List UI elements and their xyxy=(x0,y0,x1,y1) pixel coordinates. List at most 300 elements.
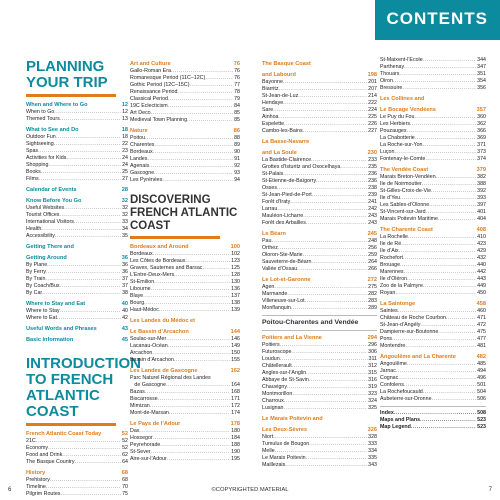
toc-entry[interactable] xyxy=(262,86,377,93)
toc-entry[interactable] xyxy=(262,266,377,273)
toc-heading-label: Les Deux-Sèvres xyxy=(262,427,308,433)
toc-entry[interactable] xyxy=(262,259,377,266)
toc-entry-label: Angoulême xyxy=(380,361,407,367)
toc-section-heading[interactable] xyxy=(262,231,377,238)
toc-entry-page: 180 xyxy=(231,428,240,434)
toc-leader-dots xyxy=(284,121,367,128)
toc-entry[interactable] xyxy=(130,456,240,463)
toc-entry[interactable] xyxy=(130,293,240,300)
toc-section-heading[interactable] xyxy=(262,150,377,157)
toc-leader-dots xyxy=(162,177,233,184)
toc-entry[interactable] xyxy=(380,202,486,209)
toc-entry[interactable] xyxy=(26,219,128,226)
toc-entry-label: Gothic Period (12C–15C) xyxy=(130,82,190,88)
toc-section-heading[interactable] xyxy=(262,416,377,423)
toc-entry-page: 319 xyxy=(368,384,377,390)
toc-section-heading[interactable] xyxy=(26,102,128,109)
toc-entry[interactable] xyxy=(262,342,377,349)
toc-entry[interactable] xyxy=(380,276,486,283)
toc-section-heading[interactable] xyxy=(26,470,128,477)
toc-entry-label: Les Côtes de Bordeaux xyxy=(130,258,186,264)
toc-entry-page: 504 xyxy=(477,389,486,395)
toc-entry[interactable] xyxy=(380,174,486,181)
toc-entry[interactable] xyxy=(130,142,240,149)
toc-entry[interactable] xyxy=(380,290,486,297)
toc-entry[interactable] xyxy=(262,192,377,199)
toc-entry[interactable] xyxy=(130,343,240,350)
toc-entry-page: 393 xyxy=(477,195,486,201)
toc-entry[interactable] xyxy=(380,368,486,375)
toc-leader-dots xyxy=(284,398,367,405)
toc-entry[interactable] xyxy=(130,428,240,435)
toc-entry[interactable] xyxy=(130,442,240,449)
toc-section-heading[interactable] xyxy=(262,72,377,79)
toc-section-heading[interactable] xyxy=(380,301,486,308)
toc-entry[interactable] xyxy=(262,377,377,384)
toc-entry[interactable] xyxy=(130,110,240,117)
toc-entry[interactable] xyxy=(26,290,128,297)
toc-section-heading[interactable] xyxy=(26,187,128,194)
toc-leader-dots xyxy=(274,284,367,291)
toc-entry-label: When to Go xyxy=(26,109,55,115)
toc-entry[interactable] xyxy=(262,356,377,363)
toc-section-heading[interactable] xyxy=(26,244,128,251)
toc-entry[interactable] xyxy=(380,195,486,202)
toc-entry[interactable] xyxy=(262,93,377,100)
toc-leader-dots xyxy=(291,349,367,356)
toc-entry[interactable] xyxy=(130,375,240,382)
toc-leader-dots xyxy=(60,116,121,123)
toc-entry[interactable] xyxy=(262,434,377,441)
toc-entry[interactable] xyxy=(262,157,377,164)
toc-section-heading[interactable] xyxy=(262,335,377,342)
toc-entry-page: 347 xyxy=(477,64,486,70)
toc-section-heading[interactable] xyxy=(130,318,240,325)
toc-entry[interactable] xyxy=(262,405,377,412)
toc-entry[interactable] xyxy=(380,262,486,269)
toc-heading-label: Le Pays de l’Adour xyxy=(130,421,181,427)
toc-leader-dots xyxy=(74,219,121,226)
toc-leader-dots xyxy=(398,308,476,315)
toc-entry-page: 139 xyxy=(231,307,240,313)
toc-leader-dots xyxy=(283,171,367,178)
toc-entry[interactable] xyxy=(26,269,128,276)
toc-entry[interactable] xyxy=(26,155,128,162)
toc-entry[interactable] xyxy=(380,78,486,85)
toc-leader-dots xyxy=(414,114,476,121)
toc-entry[interactable] xyxy=(262,121,377,128)
toc-entry-label: Haut-Médoc xyxy=(130,307,159,313)
toc-entry[interactable] xyxy=(262,462,377,469)
toc-entry[interactable] xyxy=(380,417,486,424)
toc-entry[interactable] xyxy=(26,176,128,183)
toc-section-heading[interactable] xyxy=(26,127,128,134)
toc-entry[interactable] xyxy=(26,452,128,459)
copyright-notice: ©COPYRIGHTED MATERIAL xyxy=(211,487,289,493)
toc-entry-page: 64 xyxy=(122,459,128,465)
toc-entry-label: Angles-sur-l’Anglin xyxy=(262,370,307,376)
toc-entry-label: Forêt d’Iraty xyxy=(262,199,291,205)
toc-leader-dots xyxy=(151,449,231,456)
toc-section-heading[interactable] xyxy=(130,421,240,428)
toc-entry-page: 325 xyxy=(368,405,377,411)
toc-heading-label: Calendar of Events xyxy=(26,187,77,193)
toc-entry[interactable] xyxy=(26,162,128,169)
toc-entry[interactable] xyxy=(130,117,240,124)
toc-leader-dots xyxy=(150,403,230,410)
toc-section-heading[interactable] xyxy=(26,198,128,205)
toc-entry[interactable] xyxy=(262,455,377,462)
toc-entry[interactable] xyxy=(262,448,377,455)
toc-section-heading[interactable] xyxy=(130,329,240,336)
toc-leader-dots xyxy=(166,336,230,343)
toc-entry[interactable] xyxy=(130,382,240,389)
toc-entry[interactable] xyxy=(262,391,377,398)
toc-entry-page: 93 xyxy=(234,170,240,176)
toc-leader-dots xyxy=(75,459,122,466)
toc-leader-dots xyxy=(36,438,121,445)
toc-entry-label: Larrau xyxy=(262,206,278,212)
toc-entry[interactable] xyxy=(26,445,128,452)
toc-entry[interactable] xyxy=(380,114,486,121)
toc-entry[interactable] xyxy=(130,286,240,293)
toc-entry[interactable] xyxy=(262,291,377,298)
toc-heading-label: Where to Stay and Eat xyxy=(26,301,86,307)
toc-leader-dots xyxy=(154,142,233,149)
toc-entry[interactable] xyxy=(380,361,486,368)
toc-entry-page: 125 xyxy=(231,265,240,271)
toc-section-heading[interactable] xyxy=(26,431,128,438)
toc-leader-dots xyxy=(149,163,233,170)
toc-entry-label: Abbaye de St-Savin xyxy=(262,377,309,383)
toc-entry[interactable] xyxy=(380,57,486,64)
toc-entry[interactable] xyxy=(262,305,377,312)
toc-entry-label: Sauveterre-de-Béarn xyxy=(262,259,312,265)
toc-entry-page: 123 xyxy=(231,258,240,264)
toc-entry-label: St-Jean-d’Angély xyxy=(380,322,421,328)
toc-entry[interactable] xyxy=(130,272,240,279)
toc-leader-dots xyxy=(189,82,233,89)
toc-section-heading[interactable] xyxy=(130,244,240,251)
toc-entry[interactable] xyxy=(380,424,486,431)
toc-leader-dots xyxy=(420,417,476,424)
toc-leader-dots xyxy=(64,205,121,212)
toc-entry[interactable] xyxy=(26,438,128,445)
toc-heading-page: 458 xyxy=(476,301,486,307)
toc-entry-page: 52 xyxy=(122,445,128,451)
toc-entry[interactable] xyxy=(26,262,128,269)
toc-entry-page: 24 xyxy=(122,155,128,161)
toc-entry[interactable] xyxy=(380,209,486,216)
toc-entry[interactable] xyxy=(380,121,486,128)
toc-entry-label: By Train xyxy=(26,276,46,282)
toc-entry-page: 283 xyxy=(368,298,377,304)
toc-section-heading[interactable] xyxy=(262,61,377,68)
toc-entry-label: Lusignan xyxy=(262,405,284,411)
toc-entry[interactable] xyxy=(26,477,128,484)
toc-entry[interactable] xyxy=(380,241,486,248)
toc-section-heading[interactable] xyxy=(130,61,240,68)
toc-entry[interactable] xyxy=(380,343,486,350)
toc-entry-page: 88 xyxy=(234,135,240,141)
toc-entry[interactable] xyxy=(262,164,377,171)
toc-entry-label: L’Entre-Deux-Mers xyxy=(130,272,175,278)
toc-leader-dots xyxy=(153,435,230,442)
toc-section-heading[interactable] xyxy=(26,337,128,344)
toc-entry[interactable] xyxy=(26,283,128,290)
toc-entry-page: 275 xyxy=(368,284,377,290)
toc-entry[interactable] xyxy=(380,64,486,71)
toc-entry[interactable] xyxy=(262,100,377,107)
toc-entry[interactable] xyxy=(262,384,377,391)
toc-entry[interactable] xyxy=(380,269,486,276)
toc-entry-page: 128 xyxy=(231,272,240,278)
toc-entry[interactable] xyxy=(380,71,486,78)
toc-entry[interactable] xyxy=(26,212,128,219)
toc-entry-label: Art Deco xyxy=(130,110,151,116)
toc-section-heading[interactable] xyxy=(262,427,377,434)
toc-entry[interactable] xyxy=(262,370,377,377)
toc-entry[interactable] xyxy=(130,163,240,170)
section-title: INTRODUCTION TO FRENCH ATLANTIC COAST xyxy=(26,355,141,420)
toc-leader-dots xyxy=(398,375,476,382)
toc-entry[interactable] xyxy=(130,68,240,75)
toc-entry[interactable] xyxy=(26,169,128,176)
toc-entry[interactable] xyxy=(380,315,486,322)
toc-entry-page: 23 xyxy=(122,148,128,154)
toc-entry[interactable] xyxy=(380,142,486,149)
toc-entry-page: 239 xyxy=(368,192,377,198)
toc-entry-page: 13 xyxy=(122,116,128,122)
toc-entry[interactable] xyxy=(262,79,377,86)
toc-heading-label: Poitiers and La Vienne xyxy=(262,335,322,341)
toc-entry[interactable] xyxy=(130,135,240,142)
toc-entry[interactable] xyxy=(380,156,486,163)
toc-leader-dots xyxy=(144,300,230,307)
toc-entry[interactable] xyxy=(130,279,240,286)
toc-entry-page: 68 xyxy=(122,477,128,483)
title-underline-bar xyxy=(26,423,116,426)
toc-entry-page: 32 xyxy=(122,205,128,211)
toc-entry-label: Vallée d’Ossau xyxy=(262,266,298,272)
toc-section-heading[interactable] xyxy=(262,139,377,146)
toc-section-heading[interactable] xyxy=(380,96,486,103)
toc-leader-dots xyxy=(278,86,367,93)
toc-entry[interactable] xyxy=(26,276,128,283)
toc-entry[interactable] xyxy=(130,89,240,96)
toc-leader-dots xyxy=(169,410,230,417)
toc-entry[interactable] xyxy=(130,389,240,396)
toc-entry[interactable] xyxy=(262,171,377,178)
toc-entry-label: Marmande xyxy=(262,291,288,297)
toc-entry[interactable] xyxy=(380,135,486,142)
toc-entry[interactable] xyxy=(262,363,377,370)
toc-entry[interactable] xyxy=(130,265,240,272)
toc-leader-dots xyxy=(423,57,476,64)
toc-entry[interactable] xyxy=(130,177,240,184)
toc-entry[interactable] xyxy=(130,350,240,357)
toc-section-heading[interactable] xyxy=(380,107,486,114)
toc-entry-page: 366 xyxy=(477,128,486,134)
toc-entry-label: Île d’Yeu xyxy=(380,195,401,201)
toc-entry[interactable] xyxy=(130,357,240,364)
toc-entry[interactable] xyxy=(262,252,377,259)
toc-leader-dots xyxy=(438,216,476,223)
toc-entry-page: 36 xyxy=(122,262,128,268)
toc-section-heading[interactable] xyxy=(26,326,128,333)
toc-entry[interactable] xyxy=(262,206,377,213)
toc-entry[interactable] xyxy=(380,283,486,290)
toc-entry-page: 35 xyxy=(122,233,128,239)
toc-entry-label: Forêt des Arbailles xyxy=(262,220,306,226)
toc-leader-dots xyxy=(395,290,476,297)
toc-entry-label: St-Sever xyxy=(130,449,151,455)
toc-column-2 xyxy=(130,57,240,463)
toc-entry[interactable] xyxy=(130,435,240,442)
toc-leader-dots xyxy=(54,109,121,116)
toc-leader-dots xyxy=(292,363,367,370)
toc-entry[interactable] xyxy=(380,181,486,188)
toc-entry[interactable] xyxy=(262,398,377,405)
toc-entry-label: Accessibility xyxy=(26,233,55,239)
toc-leader-dots xyxy=(153,149,233,156)
divider xyxy=(380,406,486,407)
toc-entry[interactable] xyxy=(130,170,240,177)
toc-entry[interactable] xyxy=(130,251,240,258)
toc-column-3 xyxy=(262,57,377,469)
toc-entry-page: 24 xyxy=(122,162,128,168)
toc-entry-page: 266 xyxy=(368,266,377,272)
toc-entry[interactable] xyxy=(380,216,486,223)
toc-leader-dots xyxy=(158,396,230,403)
toc-entry[interactable] xyxy=(130,103,240,110)
toc-entry[interactable] xyxy=(130,396,240,403)
toc-entry[interactable] xyxy=(262,238,377,245)
toc-leader-dots xyxy=(431,188,476,195)
toc-entry[interactable] xyxy=(130,336,240,343)
toc-entry-page: 289 xyxy=(368,305,377,311)
toc-entry[interactable] xyxy=(262,245,377,252)
toc-entry[interactable] xyxy=(26,315,128,322)
toc-entry[interactable] xyxy=(380,308,486,315)
toc-entry[interactable] xyxy=(262,114,377,121)
toc-entry[interactable] xyxy=(26,134,128,141)
toc-entry[interactable] xyxy=(130,403,240,410)
toc-entry[interactable] xyxy=(380,382,486,389)
toc-entry[interactable] xyxy=(130,449,240,456)
toc-entry[interactable] xyxy=(262,349,377,356)
toc-leader-dots xyxy=(407,361,476,368)
toc-entry[interactable] xyxy=(130,82,240,89)
toc-entry[interactable] xyxy=(130,96,240,103)
toc-section-heading[interactable] xyxy=(262,277,377,284)
toc-entry[interactable] xyxy=(262,107,377,114)
toc-entry[interactable] xyxy=(26,233,128,240)
toc-leader-dots xyxy=(303,213,367,220)
toc-entry[interactable] xyxy=(262,128,377,135)
toc-leader-dots xyxy=(305,298,368,305)
toc-section-heading[interactable] xyxy=(380,167,486,174)
toc-leader-dots xyxy=(284,405,368,412)
toc-entry[interactable] xyxy=(130,300,240,307)
toc-entry[interactable] xyxy=(130,156,240,163)
toc-section-heading[interactable] xyxy=(26,301,128,308)
toc-entry[interactable] xyxy=(262,213,377,220)
toc-entry-label: Bayonne xyxy=(262,79,283,85)
toc-section-heading[interactable] xyxy=(130,368,240,375)
toc-entry[interactable] xyxy=(26,226,128,233)
toc-entry[interactable] xyxy=(26,109,128,116)
toc-entry[interactable] xyxy=(262,284,377,291)
toc-entry-page: 501 xyxy=(477,382,486,388)
toc-heading-page: 12 xyxy=(121,102,128,108)
toc-entry-page: 201 xyxy=(368,79,377,85)
toc-entry[interactable] xyxy=(380,336,486,343)
toc-entry[interactable] xyxy=(380,85,486,92)
toc-section-heading[interactable] xyxy=(130,128,240,135)
toc-entry[interactable] xyxy=(26,148,128,155)
toc-entry[interactable] xyxy=(130,258,240,265)
toc-entry[interactable] xyxy=(380,188,486,195)
toc-entry[interactable] xyxy=(262,441,377,448)
toc-entry-label: Poitou xyxy=(130,135,146,141)
toc-section-heading[interactable] xyxy=(380,354,486,361)
toc-entry-page: 335 xyxy=(368,455,377,461)
toc-entry[interactable] xyxy=(380,410,486,417)
toc-entry-page: 334 xyxy=(368,448,377,454)
toc-entry[interactable] xyxy=(380,375,486,382)
toc-entry[interactable] xyxy=(26,205,128,212)
toc-entry[interactable] xyxy=(262,298,377,305)
toc-entry[interactable] xyxy=(380,322,486,329)
toc-heading-label: Bordeaux and Around xyxy=(130,244,189,250)
toc-entry-page: 388 xyxy=(477,181,486,187)
toc-entry-label: Ainhoa xyxy=(262,114,279,120)
toc-section-heading[interactable] xyxy=(26,255,128,262)
toc-entry[interactable] xyxy=(130,149,240,156)
toc-leader-dots xyxy=(399,71,476,78)
toc-entry[interactable] xyxy=(380,149,486,156)
toc-entry[interactable] xyxy=(130,410,240,417)
toc-entry[interactable] xyxy=(380,234,486,241)
toc-leader-dots xyxy=(47,262,121,269)
toc-entry[interactable] xyxy=(262,185,377,192)
toc-entry[interactable] xyxy=(380,396,486,403)
toc-entry[interactable] xyxy=(380,255,486,262)
toc-entry[interactable] xyxy=(26,141,128,148)
toc-entry[interactable] xyxy=(130,75,240,82)
toc-section-heading[interactable] xyxy=(380,227,486,234)
toc-entry-label: Les Sables-d’Olonne xyxy=(380,202,430,208)
toc-entry[interactable] xyxy=(26,116,128,123)
toc-entry-label: Royan xyxy=(380,290,396,296)
toc-entry[interactable] xyxy=(130,307,240,314)
toc-entry[interactable] xyxy=(380,248,486,255)
toc-entry[interactable] xyxy=(26,459,128,466)
toc-entry[interactable] xyxy=(380,128,486,135)
toc-heading-page: 18 xyxy=(121,127,128,133)
toc-entry-page: 243 xyxy=(368,220,377,226)
toc-entry[interactable] xyxy=(262,199,377,206)
toc-entry[interactable] xyxy=(262,178,377,185)
toc-leader-dots xyxy=(292,391,367,398)
toc-entry[interactable] xyxy=(26,308,128,315)
toc-heading-label: Basic Information xyxy=(26,337,74,343)
toc-entry[interactable] xyxy=(380,389,486,396)
toc-entry[interactable] xyxy=(380,329,486,336)
toc-entry[interactable] xyxy=(262,220,377,227)
toc-leader-dots xyxy=(39,176,121,183)
